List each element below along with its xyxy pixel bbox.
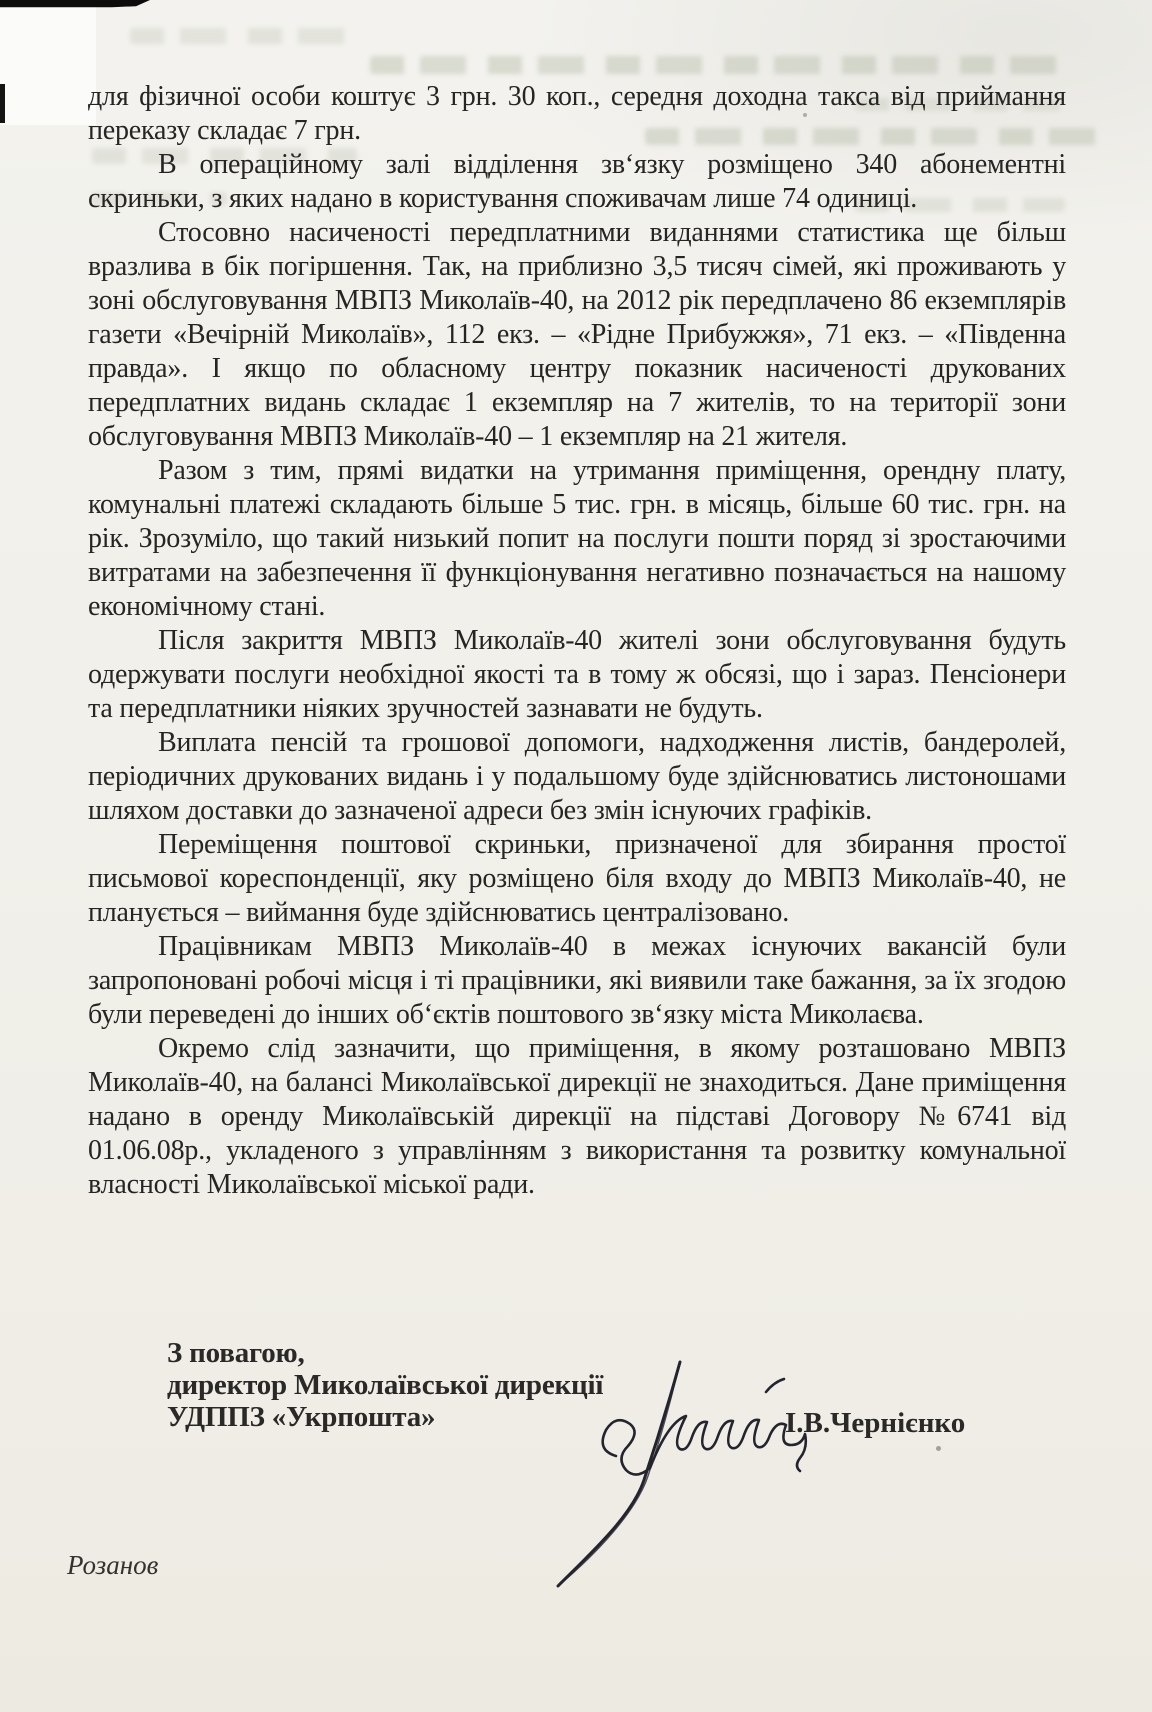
bleed-through-artifact [370,56,1070,74]
scan-corner-white-patch [0,7,96,125]
paragraph-8: Працівникам МВПЗ Миколаїв-40 в межах існуючих вакансій були запропоновані робочі місця і ті працівники, які виявили таке бажання, за їх згодою були переведені до інших об‘єктів поштового зв‘язку міста Миколаєва. [88,931,1066,1030]
scan-speck [936,1446,941,1451]
handwritten-signature [520,1340,820,1610]
reviewer-name: Розанов [67,1550,159,1580]
paragraph-3: Стосовно насиченості передплатними виданнями статистика ще більш вразлива в бік погіршення. Так, на приблизно 3,5 тисяч сімей, які проживають у зоні обслуговування МВПЗ Миколаїв-40, на 2012 рік передплачено 86 екземплярів газети «Вечірній Миколаїв», 112 екз. – «Рідне Прибужжя», 71 екз. – «Південна правда». І якщо по обласному центру показник насиченості друкованих передплатних видань складає 1 екземпляр на 7 жителів, то на території зони обслуговування МВПЗ Миколаїв-40 – 1 екземпляр на 21 жителя. [88,217,1066,452]
paragraph-1: для фізичної особи коштує 3 грн. 30 коп., середня доходна такса від приймання переказу складає 7 грн. [88,81,1066,146]
paragraph-7: Переміщення поштової скриньки, призначеної для збирання простої письмової кореспонденції, яку розміщено біля входу до МВПЗ Миколаїв-40, не планується – виймання буде здійснюватись централізовано. [88,829,1066,928]
paragraph-2: В операційному залі відділення зв‘язку розміщено 340 абонементні скриньки, з яких надано в користування споживачам лише 74 одиниці. [88,149,1066,214]
paragraph-4: Разом з тим, прямі видатки на утримання приміщення, орендну плату, комунальні платежі складають більше 5 тис. грн. в місяць, більше 60 тис. грн. на рік. Зрозуміло, що такий низький попит на послуги пошти поряд зі зростаючими витратами на забезпечення її функціонування негативно позначається на нашому економічному стані. [88,455,1066,622]
letter-body [88,80,1066,1202]
scanner-edge-artifact-left [0,84,5,123]
paragraph-5: Після закриття МВПЗ Миколаїв-40 жителі зони обслуговування будуть одержувати послуги необхідної якості та в тому ж обсязі, що і зараз. Пенсіонери та передплатники ніяких зручностей зазнавати не будуть. [88,625,1066,724]
bleed-through-artifact [130,28,360,44]
closing-line: З повагою, [167,1337,305,1369]
signer-name: І.В.Чернієнко [785,1407,966,1439]
signer-title-line1: директор Миколаївської дирекції [167,1369,604,1401]
signer-title-line2: УДППЗ «Укрпошта» [167,1401,436,1433]
paragraph-6: Виплата пенсій та грошової допомоги, надходження листів, бандеролей, періодичних друкованих видань і у подальшому буде здійснюватись листоношами шляхом доставки до зазначеної адреси без змін існуючих графіків. [88,727,1066,826]
paragraph-9: Окремо слід зазначити, що приміщення, в якому розташовано МВПЗ Миколаїв-40, на балансі Миколаївської дирекції не знаходиться. Дане приміщення надано в оренду Миколаївській дирекції на підставі Договору №6741 від 01.06.08р., укладеного з управлінням з використання та розвитку комунальної власності Миколаївської міської ради. [88,1033,1066,1200]
